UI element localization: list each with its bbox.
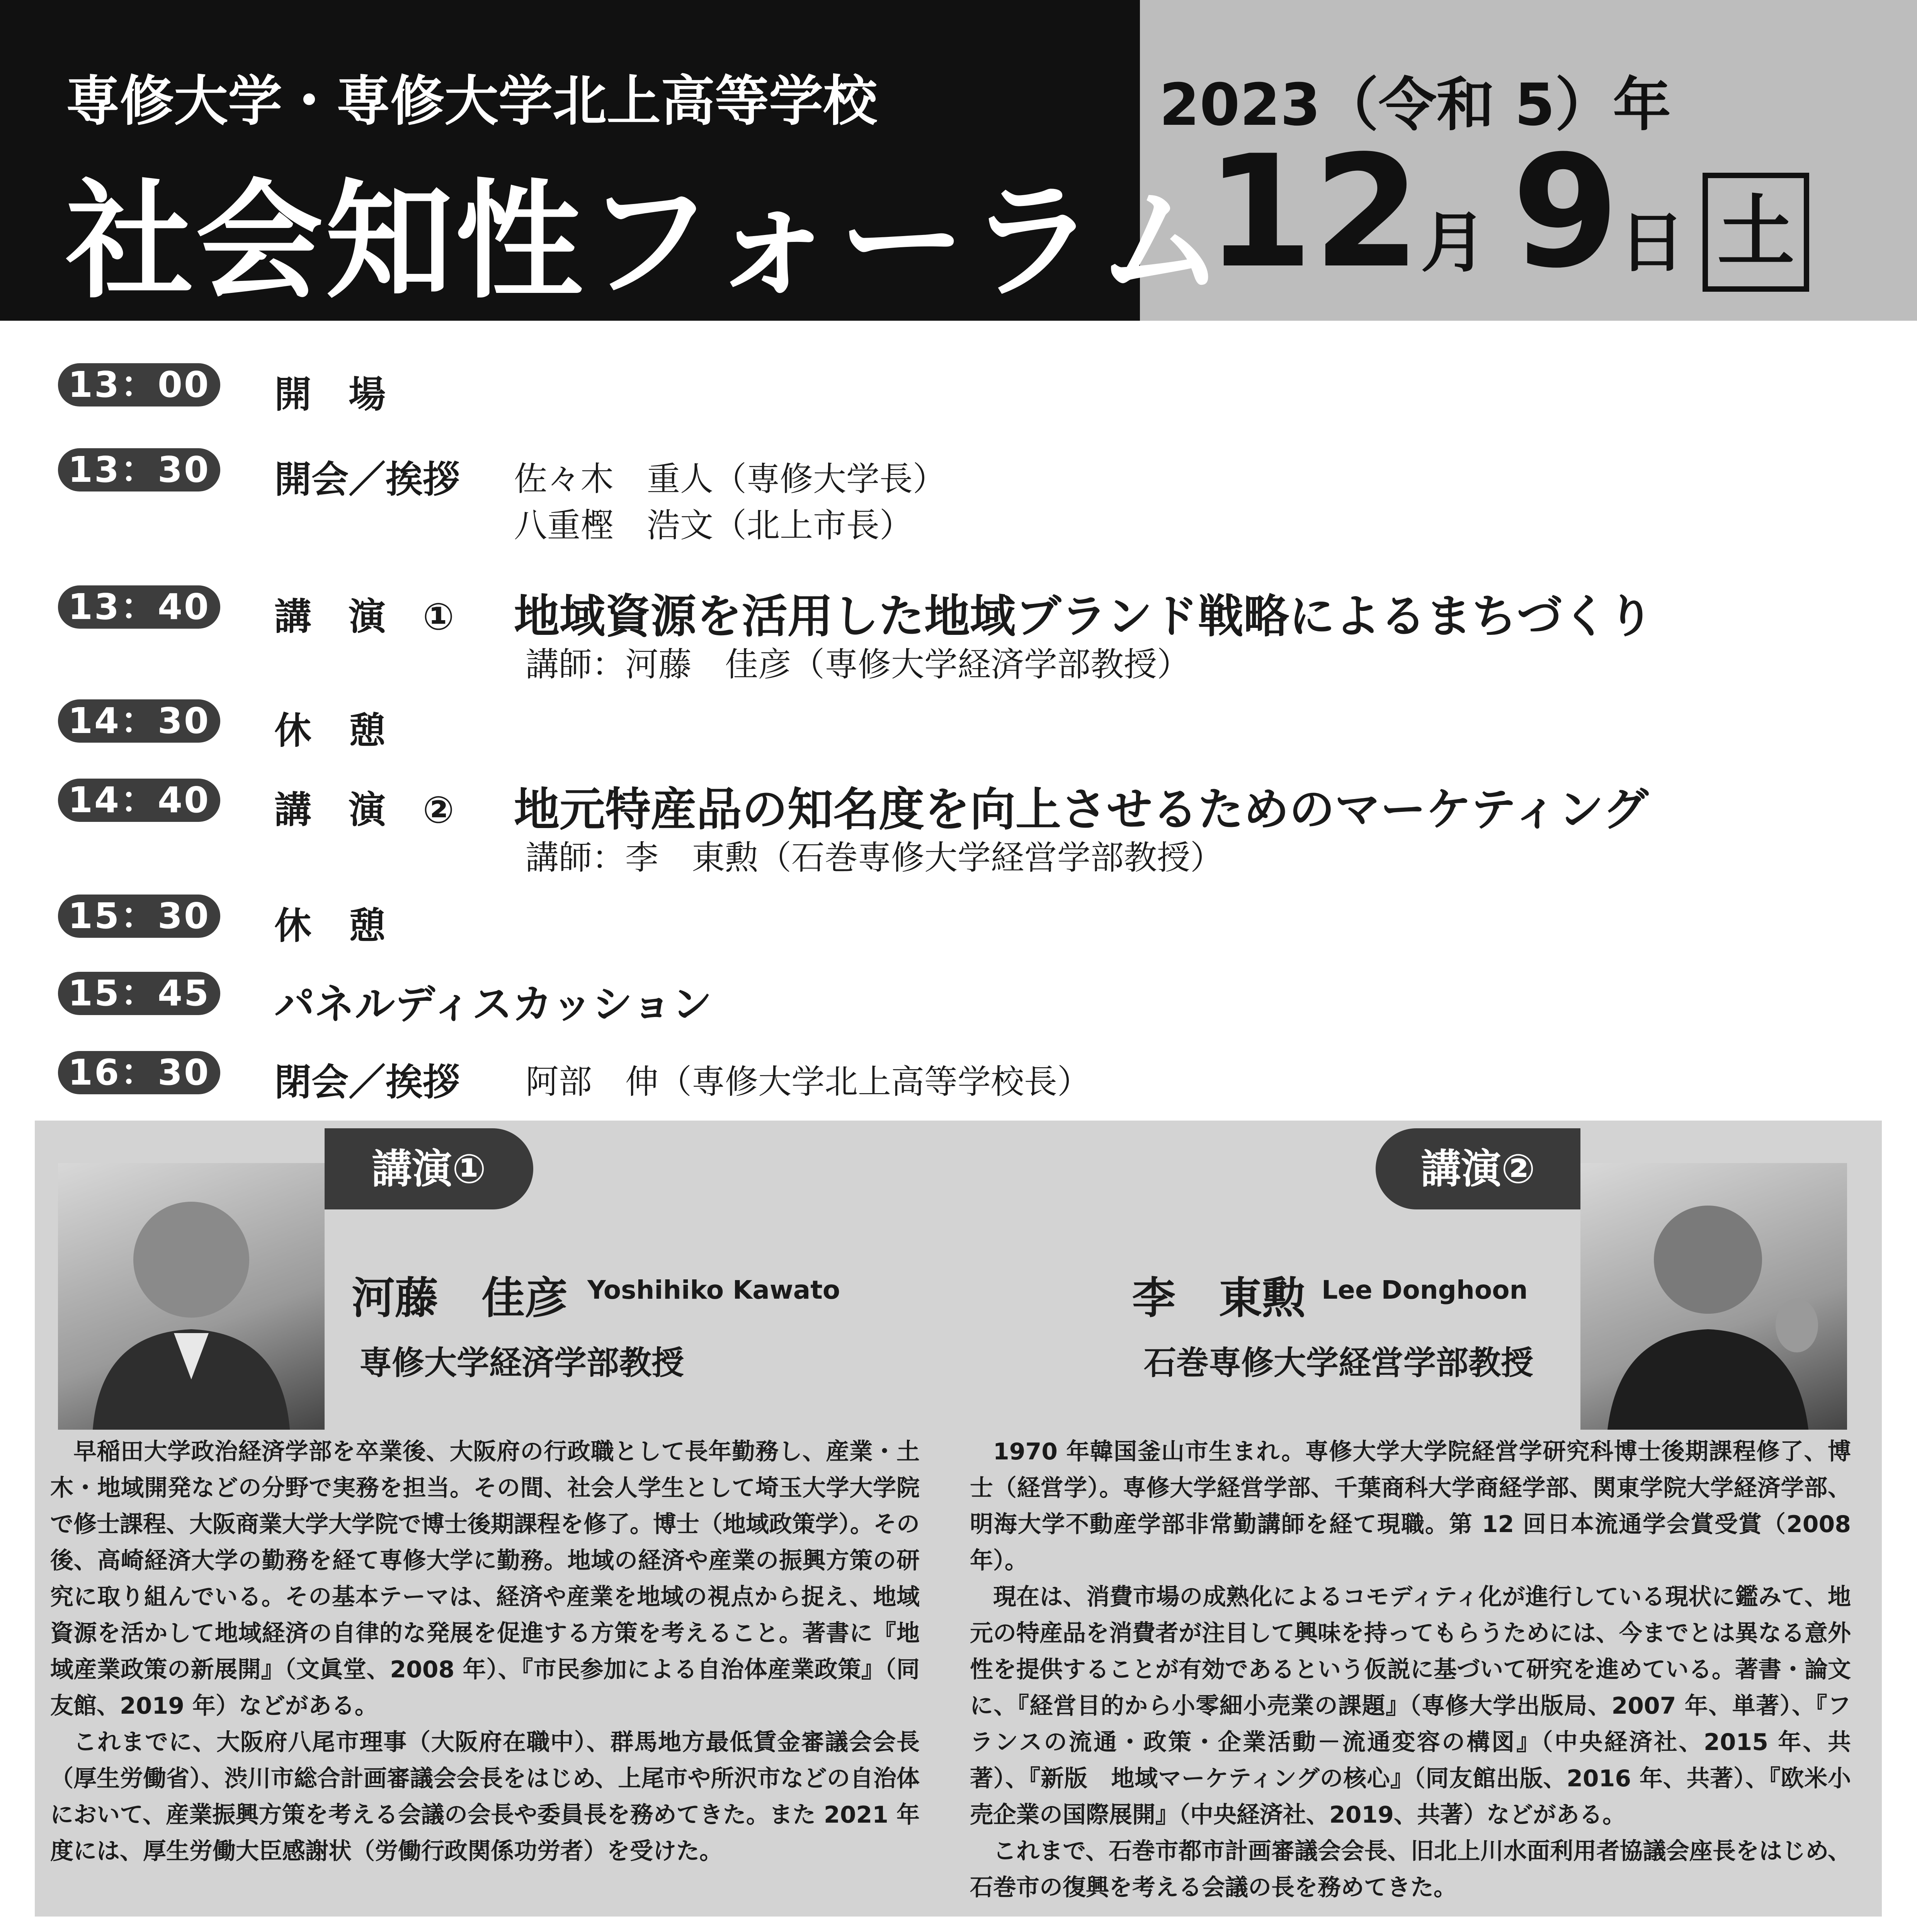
header-subtitle: 専修大学・専修大学北上高等学校 — [66, 70, 878, 133]
schedule-label: 休 憩 — [274, 904, 386, 947]
schedule-time: 14：30 — [58, 699, 220, 743]
schedule-label: 開会／挨拶 — [274, 458, 460, 501]
lecture-title: 地域資源を活用した地域ブランド戦略によるまちづくり — [514, 590, 1653, 643]
lecturer-1-bio — [50, 1434, 920, 1869]
event-day: 9 — [1512, 122, 1619, 302]
schedule-label: 講 演 ① — [274, 595, 454, 638]
lecture-speaker: 講師：李 東勲（石巻専修大学経営学部教授） — [526, 838, 1223, 877]
closing-speaker: 阿部 伸（専修大学北上高等学校長） — [526, 1063, 1090, 1101]
schedule-label: 開 場 — [274, 373, 386, 416]
schedule-time: 16：30 — [58, 1051, 220, 1094]
lecture-speaker: 講師：河藤 佳彦（専修大学経済学部教授） — [526, 645, 1190, 684]
lecturer-2-name-en: Lee Donghoon — [1322, 1275, 1528, 1305]
lecturer-1-affiliation: 専修大学経済学部教授 — [359, 1344, 684, 1382]
lecture-2-tab: 講演② — [1376, 1128, 1580, 1209]
schedule-label: 休 憩 — [274, 709, 386, 752]
schedule-time: 13：40 — [58, 585, 220, 629]
schedule-label: パネルディスカッション — [274, 981, 712, 1028]
bio-paragraph: 現在は、消費市場の成熟化によるコモディティ化が進行している現状に鑑みて、地元の特産品を消費者が注目して興味を持ってもらうためには、今までとは異なる意外性を提供することが有効であるという仮説に基づいて研究を進めている。著書・論文に、『経営目的から小零細小売業の課題』（専修大学出版局、2007 年、単著）、『フランスの流通・政策・企業活動－流通変容の構図』（中央経済社、2015 年、共著）、『新版 地域マーケティングの核心』（同友館出版、2016 年、共著）、『欧米小売企業の国際展開』（中央経済社、2019、共著）などがある。 — [970, 1583, 1851, 1828]
person-silhouette-icon — [1580, 1163, 1847, 1430]
lecturer-1-name-en: Yoshihiko Kawato — [587, 1275, 840, 1305]
lecture-1-tab: 講演① — [325, 1128, 533, 1209]
event-month: 12 — [1206, 122, 1421, 302]
person-silhouette-icon — [58, 1163, 325, 1430]
greeter-name: 八重樫 浩文（北上市長） — [514, 506, 913, 545]
lecturer-1-photo — [58, 1163, 325, 1430]
schedule-time: 13：00 — [58, 363, 220, 406]
bio-paragraph: これまでに、大阪府八尾市理事（大阪府在職中）、群馬地方最低賃金審議会会長（厚生労働省）、渋川市総合計画審議会会長をはじめ、上尾市や所沢市などの自治体において、産業振興方策を考える会議の会長や委員長を務めてきた。また 2021 年度には、厚生労働大臣感謝状（労働行政関係功労者）を受けた。 — [50, 1729, 920, 1865]
lecture-title: 地元特産品の知名度を向上させるためのマーケティング — [514, 783, 1648, 836]
schedule-label: 講 演 ② — [274, 788, 454, 832]
page-title: 社会知性フォーラム — [66, 167, 1227, 316]
schedule-label: 閉会／挨拶 — [274, 1061, 460, 1104]
event-date — [1206, 122, 1809, 302]
lecturer-2-affiliation: 石巻専修大学経営学部教授 — [1144, 1344, 1534, 1382]
bio-paragraph: 1970 年韓国釜山市生まれ。専修大学大学院経営学研究科博士後期課程修了、博士（経営学）。専修大学経営学部、千葉商科大学商経学部、関東学院大学経済学部、明海大学不動産学部非常勤講師を経て現職。第 12 回日本流通学会賞受賞（2008 年）。 — [970, 1438, 1851, 1574]
schedule-time: 15：30 — [58, 895, 220, 938]
lecturer-1-name: 河藤 佳彦 — [352, 1273, 568, 1323]
schedule-time: 14：40 — [58, 779, 220, 822]
bio-paragraph: これまで、石巻市都市計画審議会会長、旧北上川水面利用者協議会座長をはじめ、石巻市の復興を考える会議の長を務めてきた。 — [970, 1838, 1851, 1901]
event-year: 2023（令和 5）年 — [1159, 71, 1671, 139]
schedule-time: 13：30 — [58, 448, 220, 492]
lecturer-2-photo — [1580, 1163, 1847, 1430]
greeter-name: 佐々木 重人（専修大学長） — [514, 460, 946, 498]
day-unit: 日 — [1619, 205, 1685, 281]
lecturer-2-bio — [970, 1434, 1851, 1906]
event-weekday: 土 — [1703, 173, 1809, 292]
lecturer-2-name: 李 東勲 — [1132, 1273, 1305, 1323]
bio-paragraph: 早稲田大学政治経済学部を卒業後、大阪府の行政職として長年勤務し、産業・土木・地域開発などの分野で実務を担当。その間、社会人学生として埼玉大学大学院で修士課程、大阪商業大学大学院で博士後期課程を修了。博士（地域政策学）。その後、高崎経済大学の勤務を経て専修大学に勤務。地域の経済や産業の振興方策の研究に取り組んでいる。その基本テーマは、経済や産業を地域の視点から捉え、地域資源を活かして地域経済の自律的な発展を促進する方策を考えること。著書に『地域産業政策の新展開』（文眞堂、2008 年）、『市民参加による自治体産業政策』（同友館、2019 年）などがある。 — [50, 1438, 920, 1719]
schedule-time: 15：45 — [58, 972, 220, 1015]
month-unit: 月 — [1420, 205, 1487, 281]
